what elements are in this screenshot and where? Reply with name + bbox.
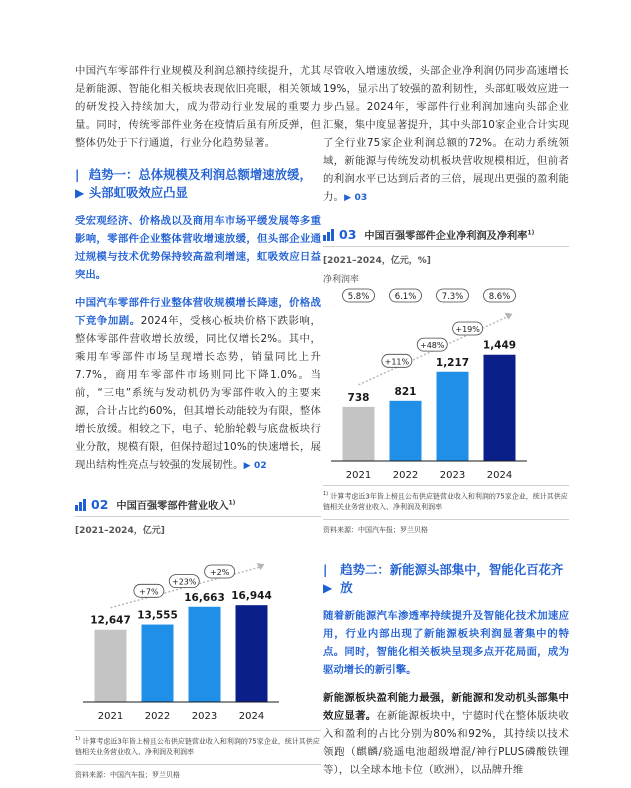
trend1-lead: 受宏观经济、价格战以及商用车市场平缓发展等多重影响，零部件企业整体营收增速放缓，但头部企业通过规模与技术优势保持较高盈利增速，虹吸效应日益突出。 <box>75 215 321 281</box>
chart-03-header <box>323 227 569 242</box>
growth-label-1: +23% <box>172 577 197 587</box>
data-label-2021: 12,647 <box>90 614 131 627</box>
growth-label-0: +11% <box>384 357 410 367</box>
trend2-lead: 随着新能源汽车渗透率持续提升及智能化技术加速应用，行业内部出现了新能源板块利润显著集中的特点。同时，智能化相关板块呈现多点开花局面，成为驱动增长的新引擎。 <box>323 610 569 677</box>
chart-02-note: $^{1)}$ 计算考虑近3年皆上榜且公布供应链营业收入和利润的75家企业，统计其供应链相关业务营业收入、净利润及利润率 <box>75 736 320 757</box>
bar-chart-icon <box>75 499 87 511</box>
x-tick-2022: 2022 <box>144 711 171 722</box>
chart-03-source: 资料来源：中国汽车报；罗兰贝格 <box>323 526 428 535</box>
chart-02-number: 02 <box>91 497 109 512</box>
chart-03-number: 03 <box>339 227 357 242</box>
chart-03-title: 中国百强零部件企业净利润及净利率$^{1)}$ <box>364 229 535 242</box>
x-tick-2021: 2021 <box>97 711 124 722</box>
chart-02-header <box>75 497 321 512</box>
bar-2024 <box>484 355 516 461</box>
bar-2023 <box>189 607 221 702</box>
chart-03-unit: [2021–2024，亿元，%] <box>323 256 431 266</box>
paragraph-2-lead: 中国汽车零部件行业整体营收规模增长降速，价格战下竞争加剧。 <box>75 297 321 327</box>
growth-label-1: +48% <box>420 341 445 351</box>
chart-ref-03[interactable]: ▶ 03 <box>344 193 368 203</box>
left-column <box>75 62 321 780</box>
bar-2022 <box>142 625 174 702</box>
growth-label-0: +7% <box>139 587 159 597</box>
margin-label-2021: 5.8% <box>347 292 370 302</box>
trend2-heading <box>323 561 569 597</box>
right-top-paragraph: 尽管收入增速放缓，头部企业净利润仍同步高速增长19%，显示出了较强的盈利韧性，头部虹吸效应进一步凸显。2024年，零部件行业利润加速向头部企业汇聚，集中度显著提升，其中头部10家企业合计实现了全行业75家企业利润总额的72%。在动力系统领域，新能源与传统发动机板块营收规模相近，但前者的利润水平已达到后者的三倍，展现出更强的盈利能力。▶ 03 <box>323 65 569 203</box>
bar-2023 <box>437 372 469 461</box>
paragraph-2 <box>75 294 321 475</box>
chart-02-unit: [2021–2024，亿元] <box>75 526 165 536</box>
play-arrow-icon: |▶ <box>75 168 85 200</box>
paragraph-3 <box>323 689 569 779</box>
data-label-2024: 16,944 <box>231 590 272 603</box>
trend1-heading <box>75 166 321 202</box>
chart-03-note: $^{1)}$ 计算考虑近3年皆上榜且公布供应链营业收入和利润的75家企业，统计其供应链相关业务营业收入、净利润及利润率 <box>323 491 568 512</box>
bar-chart-icon <box>323 229 335 241</box>
data-label-2023: 1,217 <box>435 356 470 369</box>
trend2-title: 趋势二：新能源头部集中，智能化百花齐放 <box>340 562 564 596</box>
chart-ref-02[interactable]: ▶ 02 <box>243 461 267 471</box>
intro-paragraph: 中国汽车零部件行业规模及利润总额持续提升，尤其是新能源、智能化相关板块表现依旧亮眼，相关领域的研发投入持续加大，成为带动行业发展的重要力量。同时，传统零部件业务在疫情后虽有所反弹，但整体仍处于下行通道，行业分化趋势显著。 <box>75 65 321 149</box>
data-label-2023: 16,663 <box>184 591 225 604</box>
growth-label-2: +2% <box>209 568 230 578</box>
margin-label-2023: 7.3% <box>441 292 464 302</box>
x-tick-2023: 2023 <box>191 711 218 722</box>
play-arrow-icon: |▶ <box>323 563 333 596</box>
paragraph-3-body: 在新能源板块中，宁德时代在整体版块收入和盈利的占比分别为80%和92%，其持续以技术领跑（麒麟/骁遥电池超级增混/神行PLUS磷酸铁锂等），以全球本地卡位（欧洲），以品牌升维 <box>323 710 569 777</box>
data-label-2022: 821 <box>394 385 417 398</box>
x-tick-2023: 2023 <box>439 470 466 481</box>
growth-label-2: +19% <box>455 324 480 334</box>
x-tick-2024: 2024 <box>238 711 265 722</box>
trend1-title: 趋势一：总体规模及利润总额增速放缓，头部虹吸效应凸显 <box>88 167 312 200</box>
chart-03-margin-label: 净利润率 <box>323 275 360 285</box>
growth-arrow-head <box>257 563 265 570</box>
data-label-2022: 13,555 <box>137 609 178 622</box>
chart-03 <box>323 227 569 535</box>
paragraph-3-lead: 新能源板块盈利能力最强，新能源和发动机头部集中效应显著。 <box>323 692 569 723</box>
chart-02-plot <box>75 536 321 726</box>
chart-02-title: 中国百强零部件营业收入$^{1)}$ <box>116 499 236 512</box>
x-tick-2021: 2021 <box>345 470 372 481</box>
paragraph-2-body: 2024年，受核心板块价格下跌影响，整体零部件营收增长放缓，同比仅增长2%。其中，乘用车零部件市场呈现增长态势，销量同比上升7.7%，商用车零部件市场则同比下降1.0%。当前，“三电”系统与发动机仍为零部件收入的主要来源，合计占比约60%，但其增长动能较为有限，整体增长放缓。相较之下，电子、轮胎轮毂与底盘板块行业分散，规模有限，但保持超过10%的快速增长，展现出结构性亮点与较强的发展韧性。 <box>75 315 321 471</box>
chart-02-source: 资料来源：中国汽车报；罗兰贝格 <box>75 771 180 780</box>
x-tick-2022: 2022 <box>392 470 419 481</box>
data-label-2024: 1,449 <box>482 339 517 352</box>
chart-02 <box>75 497 321 780</box>
x-tick-2024: 2024 <box>486 470 513 481</box>
bar-2021 <box>343 407 375 461</box>
margin-label-2024: 8.6% <box>488 292 511 302</box>
data-label-2021: 738 <box>347 391 370 404</box>
bar-2021 <box>95 630 127 702</box>
right-column <box>323 62 569 779</box>
bar-2024 <box>236 605 268 702</box>
chart-03-plot <box>323 285 569 481</box>
bar-2022 <box>390 401 422 461</box>
growth-arrow-head <box>505 313 513 320</box>
margin-label-2022: 6.1% <box>394 292 417 302</box>
